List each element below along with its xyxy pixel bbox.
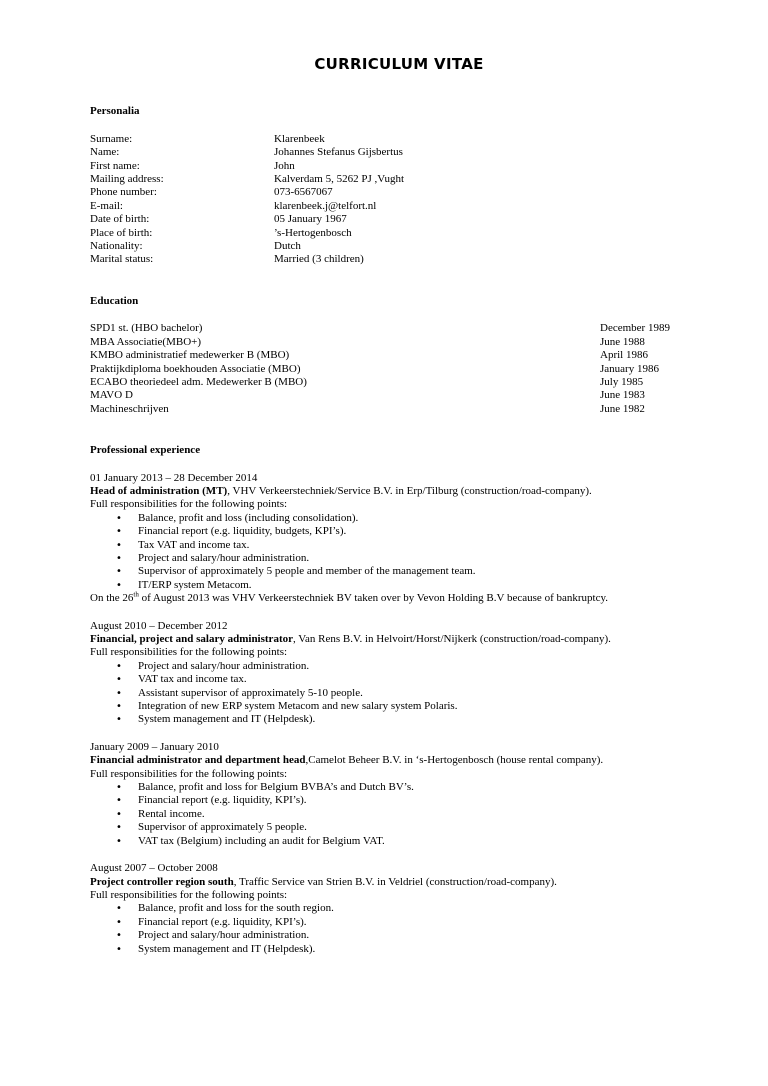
- personalia-label: Surname:: [90, 132, 133, 145]
- personalia-label: Place of birth:: [90, 226, 153, 239]
- education-name: SPD1 st. (HBO bachelor): [90, 322, 203, 335]
- personalia-value: Johannes Stefanus Gijsbertus: [274, 146, 403, 159]
- personalia-value: 05 January 1967: [274, 213, 347, 226]
- bullet-item: • Integration of new ERP system Metacom and new salary system Polaris.: [116, 700, 690, 713]
- personalia-row: [90, 200, 690, 213]
- personalia-row: [90, 186, 690, 199]
- job-entry: [90, 741, 690, 848]
- education-date: January 1986: [600, 362, 659, 375]
- job-intro: Full responsibilities for the following points:: [90, 767, 288, 780]
- education-name: KMBO administratief medewerker B (MBO): [90, 349, 290, 362]
- job-period: August 2007 – October 2008: [90, 862, 218, 875]
- education-row: [90, 349, 690, 362]
- job-intro: Full responsibilities for the following points:: [90, 498, 288, 511]
- education-row: [90, 363, 690, 376]
- bullet-item: • Financial report (e.g. liquidity, KPI’s).: [116, 916, 690, 929]
- job-period: January 2009 – January 2010: [90, 740, 219, 753]
- job-company: , Traffic Service van Strien B.V. in Veldriel (construction/road-company).: [233, 875, 557, 888]
- job-role: Project controller region south: [90, 875, 234, 888]
- job-role: Head of administration (MT): [90, 484, 228, 497]
- personalia-row: [90, 253, 690, 266]
- personalia-label: Marital status:: [90, 253, 154, 266]
- bullet-item: • Assistant supervisor of approximately 5-10 people.: [116, 687, 690, 700]
- personalia-row: [90, 213, 690, 226]
- job-period: August 2010 – December 2012: [90, 619, 228, 632]
- bullet-item: • VAT tax (Belgium) including an audit for Belgium VAT.: [116, 835, 690, 848]
- job-role-line: [90, 485, 690, 498]
- job-intro: Full responsibilities for the following points:: [90, 646, 288, 659]
- cv-page: [90, 55, 690, 970]
- education-heading: Education: [90, 294, 139, 307]
- job-company: , VHV Verkeerstechniek/Service B.V. in Erp/Tilburg (construction/road-company).: [227, 484, 592, 497]
- bullet-item: • VAT tax and income tax.: [116, 673, 690, 686]
- education-row: [90, 403, 690, 416]
- personalia-row: [90, 133, 690, 146]
- personalia-list: [90, 133, 690, 267]
- personalia-value: Kalverdam 5, 5262 PJ ,Vught: [274, 173, 405, 186]
- bullet-item: • Balance, profit and loss for the south region.: [116, 902, 690, 915]
- bullet-item: • Project and salary/hour administration.: [116, 660, 690, 673]
- bullet-item: • Supervisor of approximately 5 people and member of the management team.: [116, 565, 690, 578]
- job-company: , Van Rens B.V. in Helvoirt/Horst/Nijkerk (construction/road-company).: [292, 633, 611, 645]
- personalia-value: 073-6567067: [274, 186, 333, 199]
- personalia-row: [90, 240, 690, 253]
- personalia-label: Nationality:: [90, 240, 143, 253]
- education-date: June 1988: [600, 335, 645, 348]
- personalia-value: ’s-Hertogenbosch: [274, 226, 352, 239]
- document-title: CURRICULUM VITAE: [314, 55, 484, 73]
- education-row: [90, 336, 690, 349]
- personalia-row: [90, 227, 690, 240]
- job-role-line: [90, 754, 690, 767]
- job-note: On the 26th of August 2013 was VHV Verkeerstechniek BV taken over by Vevon Holding B.V because of bankruptcy.: [90, 590, 608, 605]
- job-role: Financial, project and salary administrator: [90, 633, 293, 645]
- education-list: [90, 322, 690, 416]
- bullet-item: • Supervisor of approximately 5 people.: [116, 821, 690, 834]
- education-name: Machineschrijven: [90, 402, 169, 415]
- education-date: December 1989: [600, 322, 670, 335]
- education-date: April 1986: [600, 349, 648, 362]
- bullet-item: • Project and salary/hour administration.: [116, 552, 690, 565]
- experience-heading: Professional experience: [90, 444, 201, 457]
- job-bullets: [90, 781, 690, 848]
- job-company: ,Camelot Beheer B.V. in ‘s-Hertogenbosch (house rental company).: [305, 754, 604, 767]
- bullet-item: • System management and IT (Helpdesk).: [116, 943, 690, 956]
- bullet-item: • Balance, profit and loss for Belgium BVBA’s and Dutch BV’s.: [116, 781, 690, 794]
- personalia-row: [90, 146, 690, 159]
- personalia-value: Dutch: [274, 240, 301, 253]
- personalia-label: Name:: [90, 146, 120, 159]
- personalia-label: Mailing address:: [90, 173, 164, 186]
- personalia-label: First name:: [90, 159, 140, 172]
- job-entry: [90, 620, 690, 727]
- job-bullets: [90, 512, 690, 592]
- personalia-label: Date of birth:: [90, 213, 150, 226]
- email-value: klarenbeek.j@telfort.nl: [274, 199, 377, 212]
- bullet-item: • System management and IT (Helpdesk).: [116, 713, 690, 726]
- bullet-item: • Rental income.: [116, 808, 690, 821]
- personalia-heading: Personalia: [90, 105, 140, 118]
- personalia-label: Phone number:: [90, 186, 157, 199]
- job-role-line: [90, 876, 690, 889]
- education-date: June 1983: [600, 389, 645, 402]
- job-bullets: [90, 902, 690, 956]
- education-row: [90, 389, 690, 402]
- education-name: MBA Associatie(MBO+): [90, 335, 202, 348]
- job-period: 01 January 2013 – 28 December 2014: [90, 471, 258, 484]
- job-intro: Full responsibilities for the following points:: [90, 888, 288, 901]
- education-name: Praktijkdiploma boekhouden Associatie (MBO): [90, 362, 301, 375]
- bullet-item: • Balance, profit and loss (including consolidation).: [116, 512, 690, 525]
- bullet-item: • Financial report (e.g. liquidity, budgets, KPI’s).: [116, 525, 690, 538]
- personalia-value: John: [274, 159, 295, 172]
- personalia-label: E-mail:: [90, 199, 123, 212]
- education-name: MAVO D: [90, 389, 133, 402]
- education-date: July 1985: [600, 375, 644, 388]
- personalia-row: [90, 160, 690, 173]
- bullet-item: • Tax VAT and income tax.: [116, 539, 690, 552]
- job-entry: [90, 472, 690, 606]
- education-name: ECABO theoriedeel adm. Medewerker B (MBO): [90, 375, 307, 388]
- job-role: Financial administrator and department head: [90, 754, 306, 767]
- education-row: [90, 376, 690, 389]
- personalia-value: Klarenbeek: [274, 132, 325, 145]
- bullet-item: • Project and salary/hour administration.: [116, 929, 690, 942]
- job-bullets: [90, 660, 690, 727]
- job-role-line: [90, 633, 690, 646]
- education-date: June 1982: [600, 402, 645, 415]
- personalia-value: Married (3 children): [274, 253, 364, 266]
- job-entry: [90, 862, 690, 956]
- bullet-item: • Financial report (e.g. liquidity, KPI’s).: [116, 794, 690, 807]
- bullet-item: • IT/ERP system Metacom.: [116, 579, 690, 592]
- personalia-row: [90, 173, 690, 186]
- education-row: [90, 322, 690, 335]
